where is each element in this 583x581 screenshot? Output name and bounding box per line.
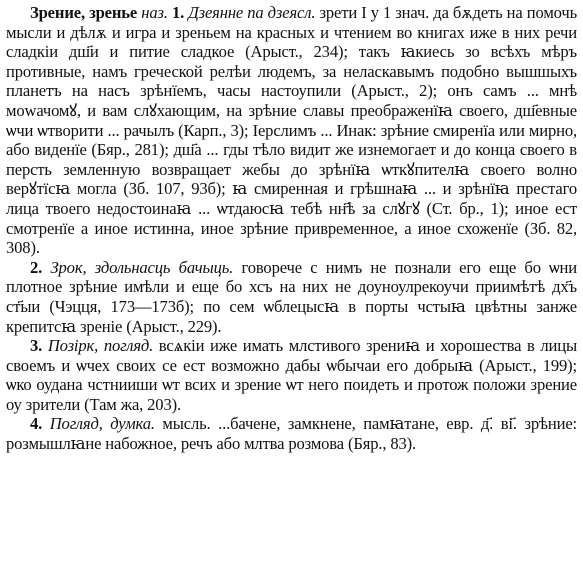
sense-4-paragraph: [6, 414, 577, 453]
sense-3-number: 3.: [30, 336, 43, 356]
sense-2-text: говорече с нимъ не познали его еще бо ѡни плотное зрѣние имѣли и еще бо хсъ на них не доуноулрекоучи приимѣтѣ дх҃ъ ст҃ыи (Чэцця, 173—173б); по сем ѡблецысꙗ в порты чстыꙗ цвѣтны занже крепитсꙗ зреніе (Арыст., 229).: [6, 257, 577, 336]
sense-2-paragraph: [6, 258, 577, 336]
sense-1-number: 1.: [167, 3, 185, 22]
sense-2-number: 2.: [30, 257, 43, 277]
sense-1-gloss: Дзеянне па дзеясл.: [184, 3, 316, 22]
sense-1-text: зрети I у 1 знач. да бѫдеть на помочь мысли и дѣлѫ и игра и зреньем на красных и чтением во книгах иже в них речи сладкiи дш҃и и питие сладкое (Арыст., 234); такъ ꙗкиесь зо всѣхъ мѣръ противные, намъ греческой релѣи людемъ, за неласкавымъ подобно вышшыхъ планетъ на насъ зрѣнїемъ, часы настоупили (Арыст., 2); онъ самъ ... мнѣ моwачомꙋ, и вам слꙋхающим, на зрѣние славы преображенїꙗ своего, дш҃евные ѡчи ѡтворити ... рачылъ (Карп., 3); Іерслимъ ... Инак: зрѣние смиренїа или мирно, або виденїе (Бяр., 281); дш҃а ... гды тѣло видит же изнемогает и до конца своего в перcть земленную возвращает жебы до зрѣнїꙗ ѡткꙋпителꙗ своего волно верꙋтїсꙗ могла (Зб. 107, 93б); ꙗ смиренная и грѣшнаꙗ ... и зрѣнїꙗ престаго лица твоего недостоинаꙗ ... ѡтдаюсꙗ тебѣ нн҃ѣ за слꙋгꙋ (Ст. бр., 1); иное ест смотренїе а иное истинна, иное зрѣние привременное, а иное схоженїе (Зб. 82, 308).: [6, 3, 577, 258]
sense-3-text: всѧкiи иже имать млстивого зрениꙗ и хорошества в лицы своемъ и ѡчех своих се ест возможно дабы ѡбычаи его добрыꙗ (Арыст., 199); ѡко оудана чстнииши ѡт всих и зрение ѡт него поидеть и протож положи зрение оу зрители (Там жа, 203).: [6, 336, 577, 414]
sense-3-paragraph: [6, 336, 577, 414]
sense-3-gloss: Позірк, погляд.: [42, 336, 154, 356]
sense-2-gloss: Зрок, здольнасць бачыць.: [42, 257, 234, 277]
sense-4-number: 4.: [30, 414, 43, 434]
sense-4-gloss: Погляд, думка.: [42, 414, 155, 434]
sense-1-paragraph: [6, 3, 577, 258]
sense-4-text: мысль. ...бачене, замкнене, памꙗтане, евр. д҃. ві҃. зрѣние: розмышлꙗне набожное, речъ або млтва розмова (Бяр., 83).: [6, 414, 577, 454]
headword: Зрение, зренье: [30, 3, 138, 22]
grammar-label: наз.: [137, 3, 168, 22]
